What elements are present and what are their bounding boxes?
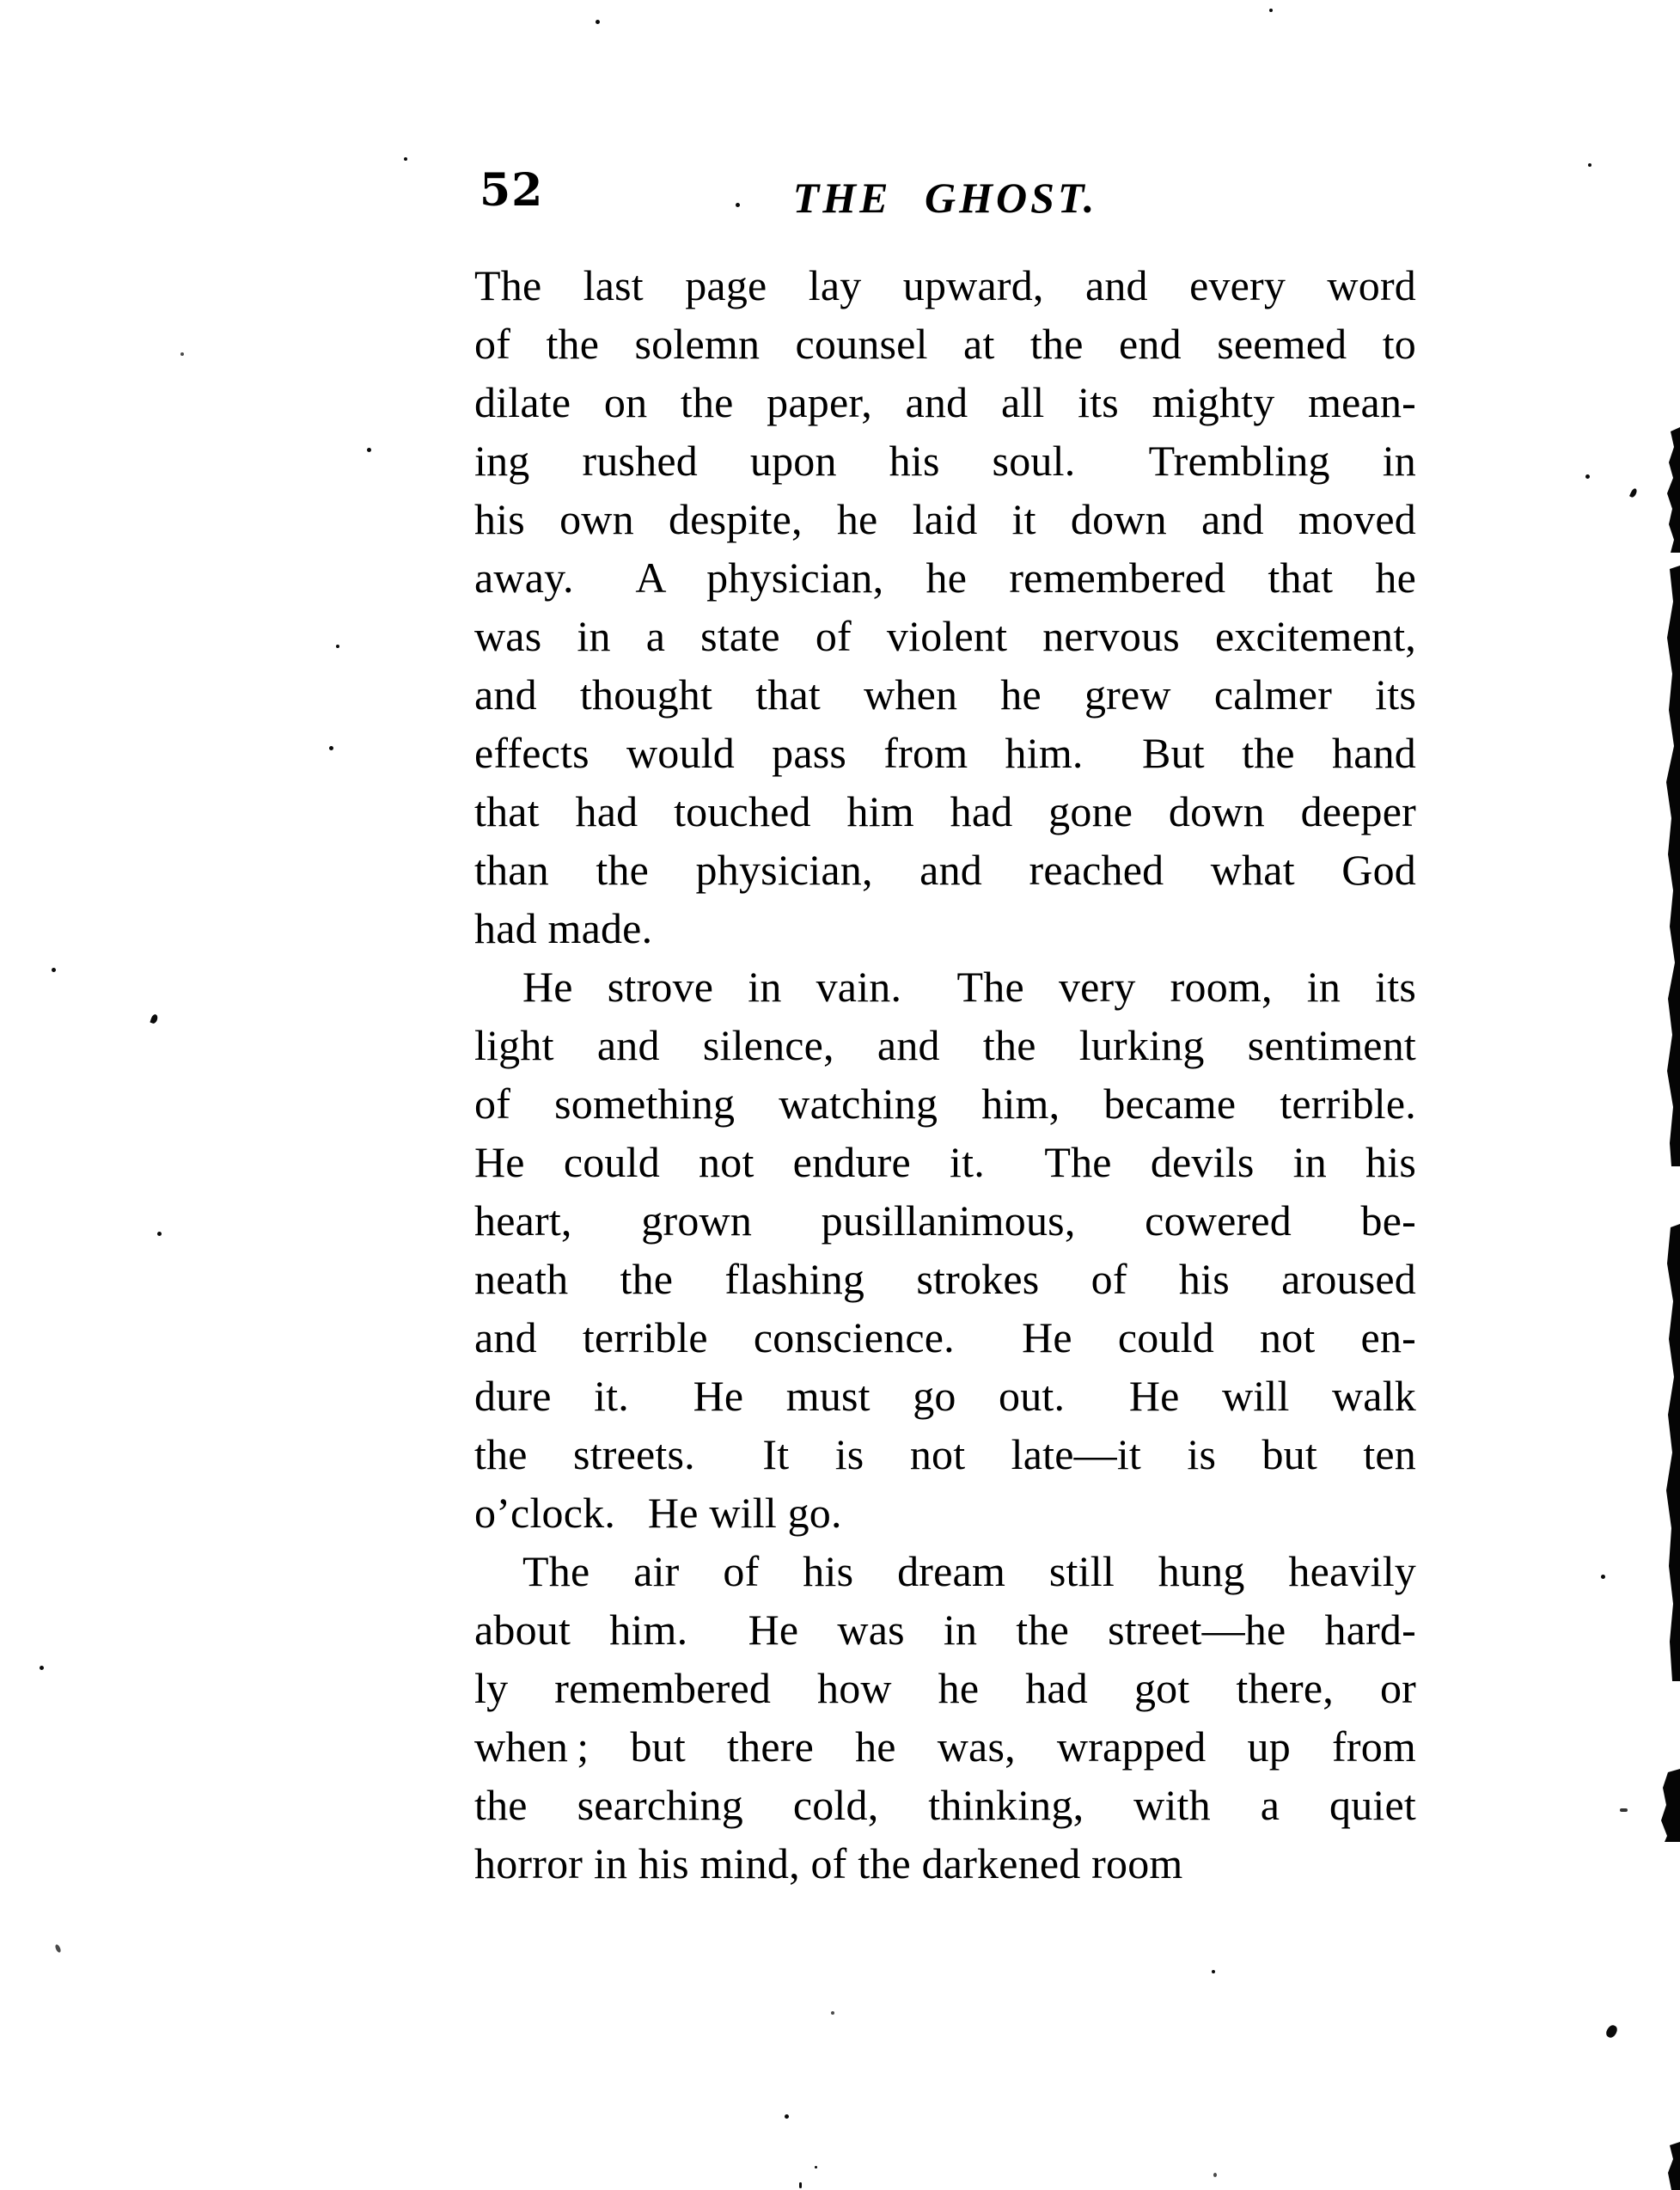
scan-speck	[52, 968, 56, 972]
scan-speck	[799, 2182, 802, 2188]
scan-speck	[157, 1232, 162, 1236]
scan-speck	[1585, 474, 1590, 479]
text-line: when ; but there he was, wrapped up from	[474, 1722, 1416, 1771]
scan-speck	[596, 20, 600, 24]
text-line: The air of his dream still hung heavily	[522, 1547, 1416, 1595]
text-line: dilate on the paper, and all its mighty mean-	[474, 378, 1416, 426]
scan-speck	[785, 2114, 789, 2119]
text-line: He could not endure it. The devils in his	[474, 1138, 1416, 1186]
text-line: away. A physician, he remembered that he	[474, 554, 1416, 602]
text-line: neath the flashing strokes of his aroused	[474, 1255, 1416, 1303]
text-line: ly remembered how he had got there, or	[474, 1664, 1416, 1712]
scan-speck	[180, 352, 184, 356]
scan-speck	[329, 746, 333, 750]
running-title: THE GHOST.	[792, 174, 1098, 222]
text-line: about him. He was in the street—he hard-	[474, 1606, 1416, 1654]
scan-edge-artifact	[1659, 387, 1680, 2190]
scan-speck	[1604, 2023, 1619, 2039]
scan-speck	[1213, 2173, 1217, 2177]
scan-speck	[815, 2166, 817, 2169]
text-line: had made.	[474, 904, 653, 952]
text-line: He strove in vain. The very room, in its	[522, 963, 1416, 1011]
scan-speck	[736, 203, 740, 207]
text-line: his own despite, he laid it down and moved	[474, 495, 1416, 543]
scan-speck	[1629, 487, 1638, 499]
scan-speck	[1588, 163, 1591, 167]
body-text	[474, 256, 1416, 1893]
text-line: The last page lay upward, and every word	[474, 261, 1416, 309]
text-line: o’clock. He will go.	[474, 1489, 842, 1537]
scan-speck	[150, 1013, 158, 1025]
scan-speck	[1620, 1808, 1628, 1812]
text-line: of the solemn counsel at the end seemed to	[474, 320, 1416, 368]
scan-speck	[1601, 1575, 1605, 1579]
text-line: of something watching him, became terrible.	[474, 1080, 1416, 1128]
scan-speck	[1212, 1970, 1215, 1973]
scan-speck	[831, 2011, 834, 2015]
text-line: that had touched him had gone down deeper	[474, 787, 1416, 835]
scan-speck	[404, 157, 407, 161]
text-line: heart, grown pusillanimous, cowered be-	[474, 1196, 1416, 1245]
text-line: was in a state of violent nervous excitement,	[474, 612, 1416, 660]
scan-speck	[40, 1666, 44, 1670]
text-line: the streets. It is not late—it is but ten	[474, 1430, 1416, 1478]
scan-speck	[336, 645, 339, 648]
text-line: ing rushed upon his soul. Trembling in	[474, 437, 1416, 485]
text-line: effects would pass from him. But the hand	[474, 729, 1416, 777]
text-line: the searching cold, thinking, with a quiet	[474, 1781, 1416, 1829]
scan-speck	[1269, 9, 1273, 12]
text-line: dure it. He must go out. He will walk	[474, 1372, 1416, 1420]
text-line: than the physician, and reached what God	[474, 846, 1416, 894]
page-number: 52	[480, 164, 544, 217]
text-line: light and silence, and the lurking sentiment	[474, 1021, 1416, 1069]
text-line: and thought that when he grew calmer its	[474, 670, 1416, 719]
scan-speck	[54, 1943, 62, 1953]
text-line: horror in his mind, of the darkened room	[474, 1839, 1183, 1887]
scan-speck	[367, 448, 371, 452]
text-line: and terrible conscience. He could not en-	[474, 1313, 1416, 1361]
